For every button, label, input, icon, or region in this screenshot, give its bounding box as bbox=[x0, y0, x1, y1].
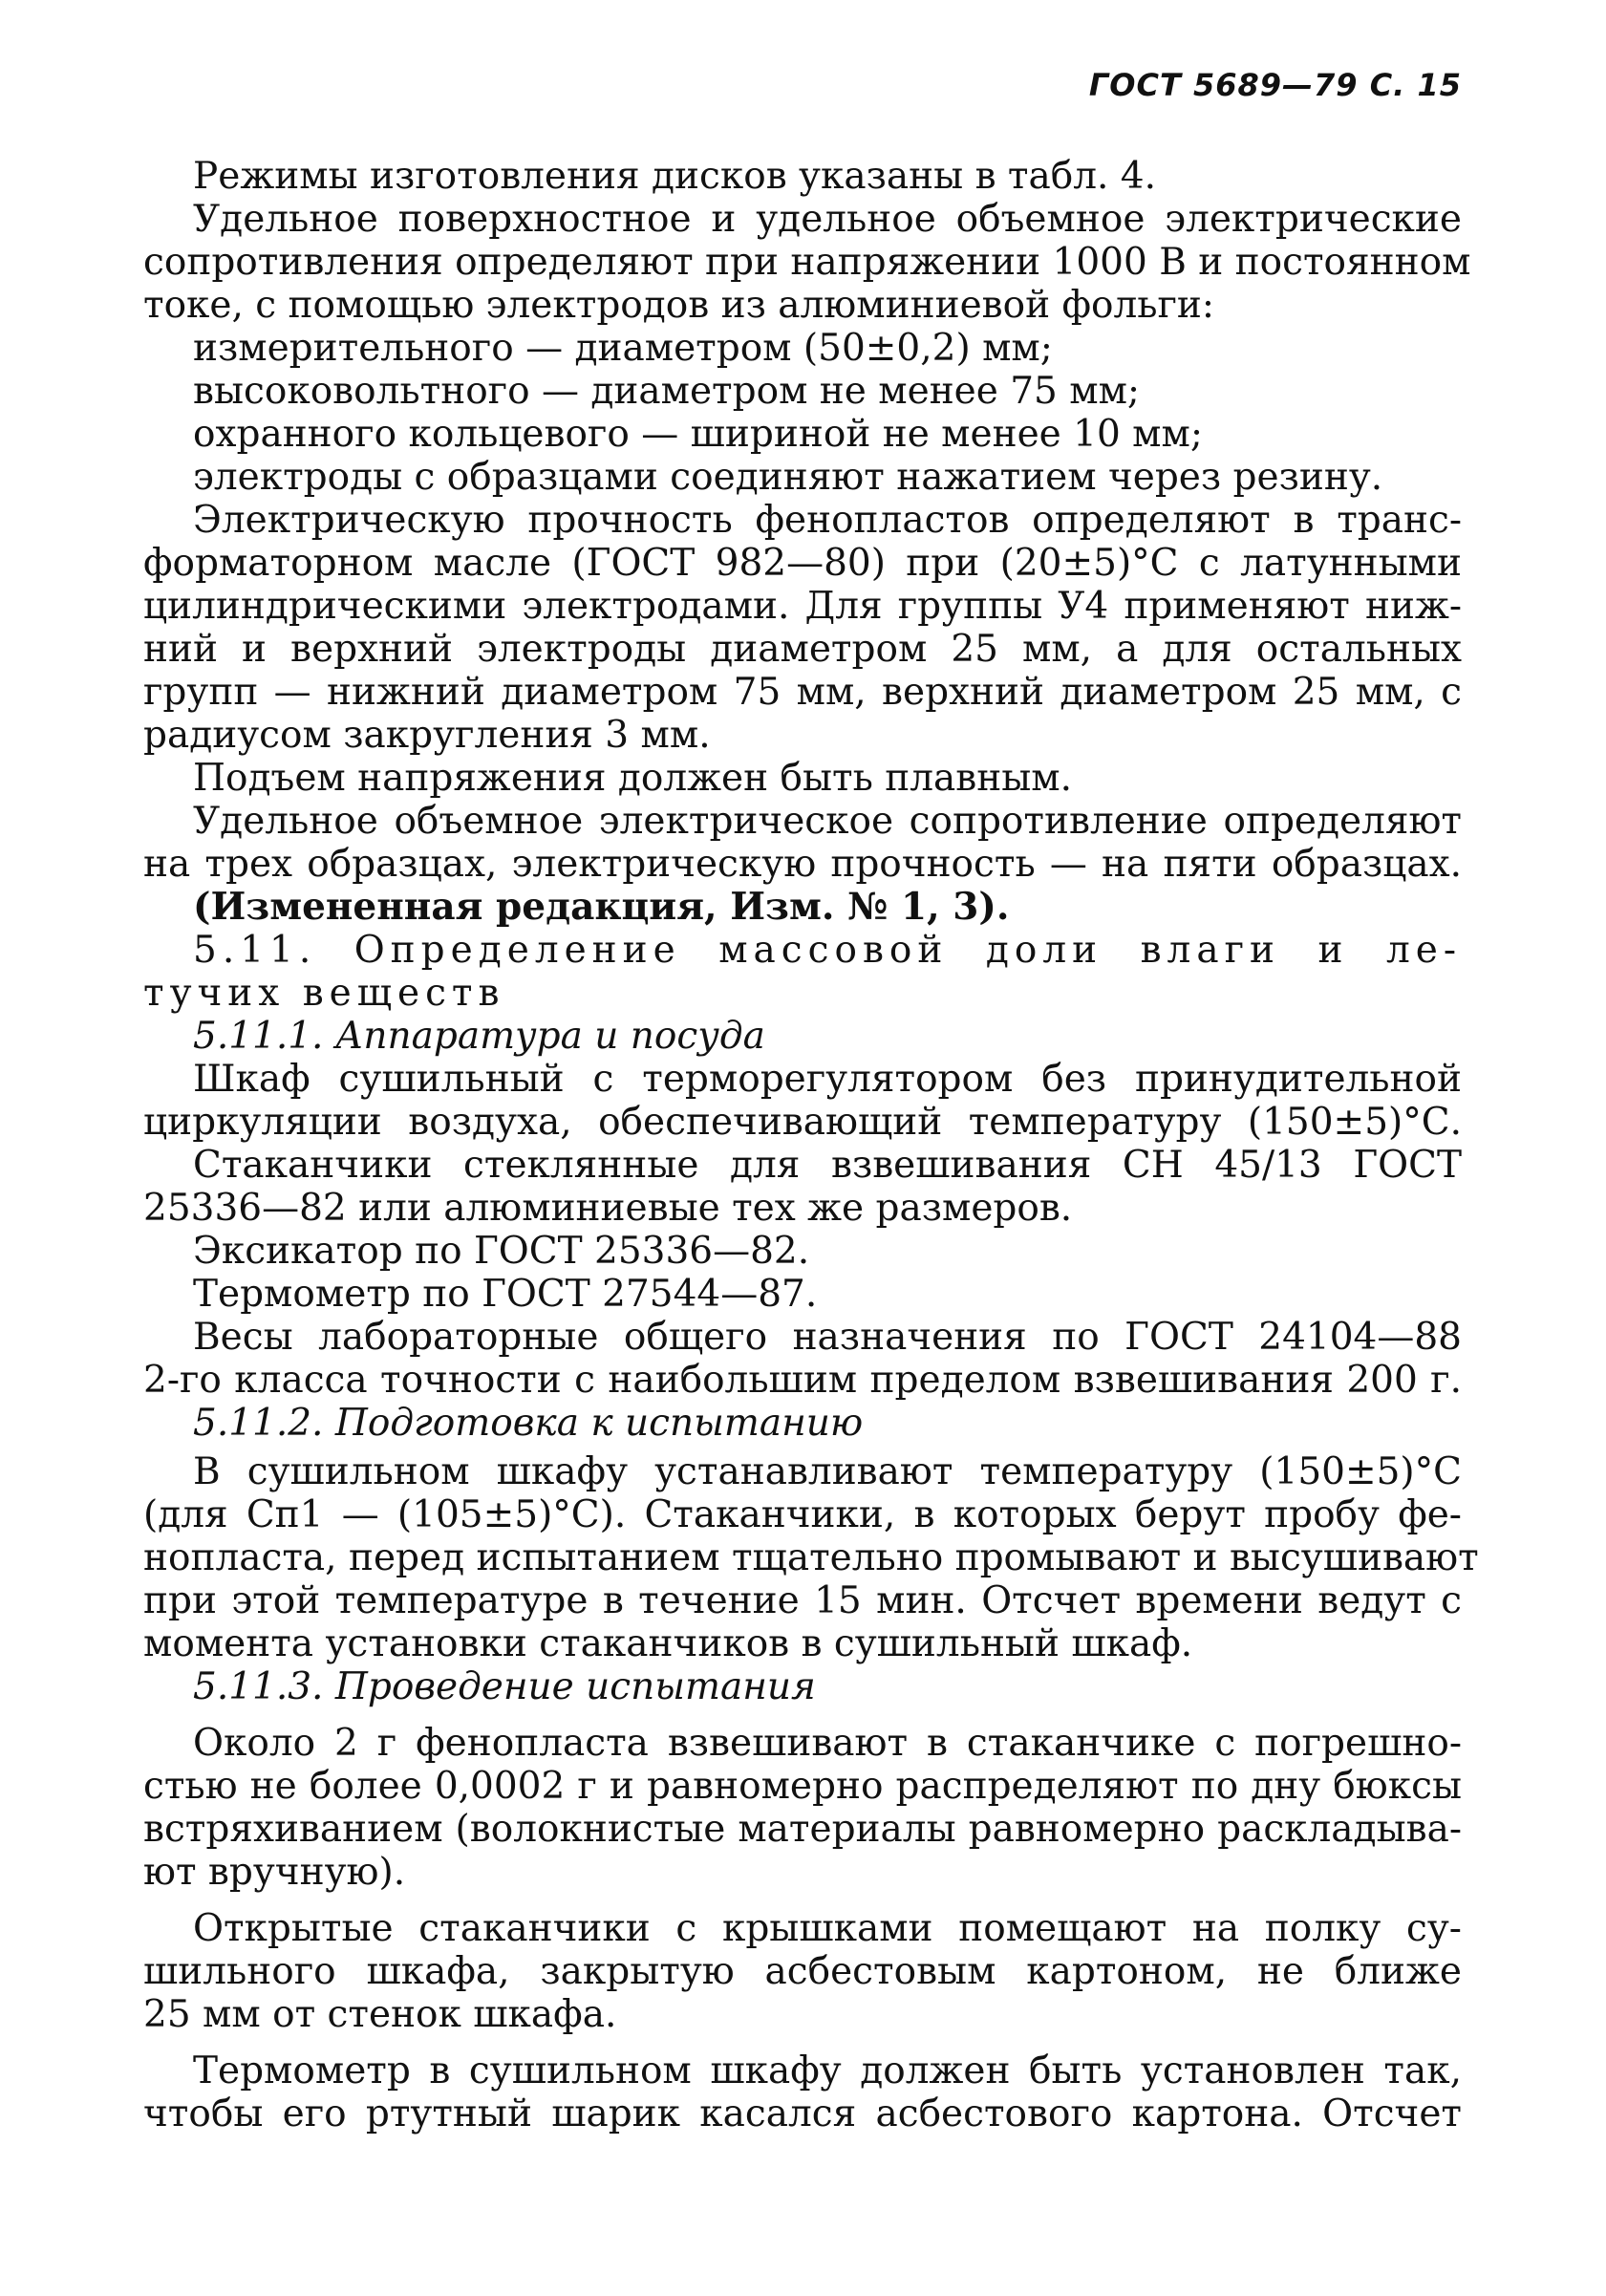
text-line: нопласта, перед испытанием тщательно промывают и высушивают bbox=[143, 1536, 1479, 1579]
text-line: момента установки стаканчиков в сушильный шкаф. bbox=[143, 1622, 1193, 1665]
text-line: ют вручную). bbox=[143, 1851, 406, 1894]
text-line: групп — нижний диаметром 75 мм, верхний диаметром 25 мм, с bbox=[143, 671, 1462, 714]
text-line: охранного кольцевого — шириной не менее 10 мм; bbox=[193, 413, 1203, 456]
text-line: циркуляции воздуха, обеспечивающий температуру (150±5)°С. bbox=[143, 1101, 1462, 1144]
text-line: шильного шкафа, закрытую асбестовым картоном, не ближе bbox=[143, 1950, 1462, 1993]
text-line: высоковольтного — диаметром не менее 75 мм; bbox=[193, 370, 1141, 413]
text-line: Весы лабораторные общего назначения по ГОСТ 24104—88 bbox=[193, 1316, 1462, 1359]
text-line: измерительного — диаметром (50±0,2) мм; bbox=[193, 327, 1053, 370]
text-line: 25 мм от стенок шкафа. bbox=[143, 1993, 617, 2036]
text-line: Термометр в сушильном шкафу должен быть установлен так, bbox=[193, 2049, 1462, 2092]
text-line: электроды с образцами соединяют нажатием через резину. bbox=[193, 456, 1383, 499]
text-line: 2-го класса точности с наибольшим пределом взвешивания 200 г. bbox=[143, 1359, 1462, 1402]
text-line: (для Сп1 — (105±5)°С). Стаканчики, в которых берут пробу фе- bbox=[143, 1493, 1462, 1536]
subsection-heading: 5.11.3. Проведение испытания bbox=[193, 1665, 816, 1708]
subsection-heading: 5.11.1. Аппаратура и посуда bbox=[193, 1015, 765, 1058]
text-line: Шкаф сушильный с терморегулятором без принудительной bbox=[193, 1058, 1462, 1101]
text-line: форматорном масле (ГОСТ 982—80) при (20±5)°С с латунными bbox=[143, 542, 1462, 585]
text-line: встряхиванием (волокнистые материалы равномерно раскладыва- bbox=[143, 1808, 1462, 1851]
text-line: радиусом закругления 3 мм. bbox=[143, 714, 711, 757]
text-line: при этой температуре в течение 15 мин. Отсчет времени ведут с bbox=[143, 1579, 1462, 1622]
text-line: токе, с помощью электродов из алюминиевой фольги: bbox=[143, 284, 1215, 327]
text-line: цилиндрическими электродами. Для группы У4 применяют ниж- bbox=[143, 585, 1462, 628]
text-line: Удельное объемное электрическое сопротивление определяют bbox=[193, 800, 1462, 843]
document-page bbox=[143, 67, 1479, 2264]
text-line: чтобы его ртутный шарик касался асбестового картона. Отсчет bbox=[143, 2092, 1462, 2135]
text-line: стью не более 0,0002 г и равномерно распределяют по дну бюксы bbox=[143, 1765, 1462, 1808]
text-line: Электрическую прочность фенопластов определяют в транс- bbox=[193, 499, 1462, 542]
text-line: на трех образцах, электрическую прочность — на пяти образцах. bbox=[143, 843, 1462, 886]
text-line: Удельное поверхностное и удельное объемное электрические bbox=[193, 198, 1462, 241]
body-text bbox=[143, 155, 1479, 2135]
text-line: 25336—82 или алюминиевые тех же размеров. bbox=[143, 1187, 1073, 1230]
text-line: Термометр по ГОСТ 27544—87. bbox=[193, 1273, 818, 1316]
text-line: Около 2 г фенопласта взвешивают в стаканчике с погрешно- bbox=[193, 1722, 1462, 1765]
text-line: ний и верхний электроды диаметром 25 мм, а для остальных bbox=[143, 628, 1462, 671]
amendment-note: (Измененная редакция, Изм. № 1, 3). bbox=[193, 885, 1010, 929]
subsection-heading: 5.11.2. Подготовка к испытанию bbox=[193, 1402, 864, 1445]
text-line: Открытые стаканчики с крышками помещают на полку су- bbox=[193, 1907, 1462, 1950]
section-heading: тучих веществ bbox=[143, 972, 505, 1015]
text-line: Стаканчики стеклянные для взвешивания СН 45/13 ГОСТ bbox=[193, 1144, 1462, 1187]
text-line: Режимы изготовления дисков указаны в табл. 4. bbox=[193, 155, 1157, 198]
page-header: ГОСТ 5689—79 С. 15 bbox=[1088, 67, 1462, 103]
text-line: В сушильном шкафу устанавливают температуру (150±5)°С bbox=[193, 1450, 1462, 1493]
text-line: Эксикатор по ГОСТ 25336—82. bbox=[193, 1230, 810, 1273]
section-heading: 5.11. Определение массовой доли влаги и ле- bbox=[193, 929, 1462, 972]
text-line: сопротивления определяют при напряжении 1000 В и постоянном bbox=[143, 241, 1471, 284]
text-line: Подъем напряжения должен быть плавным. bbox=[193, 757, 1072, 800]
